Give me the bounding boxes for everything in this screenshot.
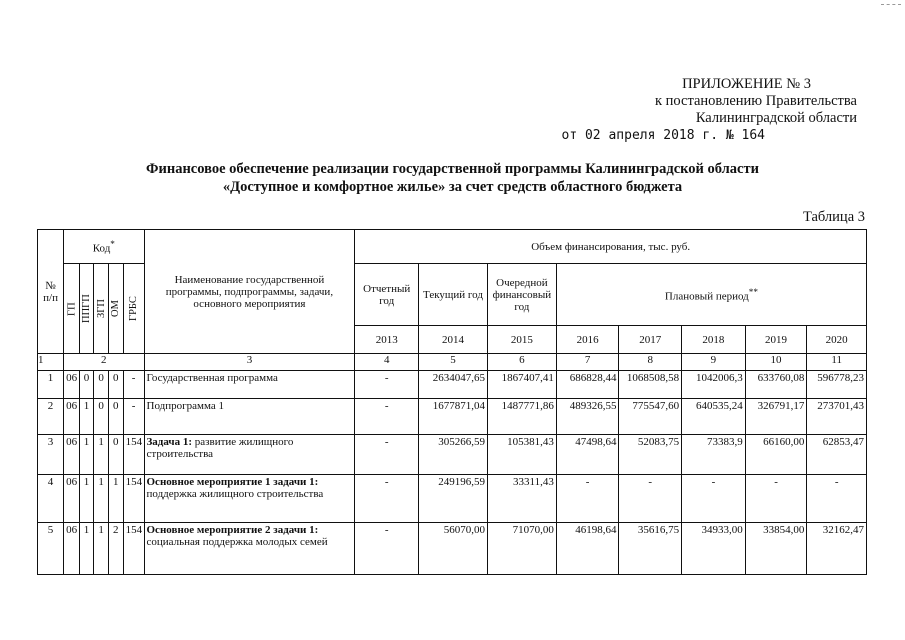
appendix-line-3: Калининградской области (695, 110, 857, 126)
cell-zgp: 0 (94, 399, 109, 435)
cell-om: 0 (108, 371, 123, 399)
cell-gp: 06 (64, 399, 80, 435)
cell-value-2018: - (682, 475, 746, 523)
colnum-3: 3 (144, 354, 355, 371)
cell-gp: 06 (64, 523, 80, 575)
cell-value-2020: 273701,43 (807, 399, 867, 435)
cell-om: 2 (108, 523, 123, 575)
cell-value-2018: 640535,24 (682, 399, 746, 435)
colnum-1: 1 (38, 354, 64, 371)
appendix-title: ПРИЛОЖЕНИЕ № 3 (682, 76, 811, 92)
cell-value-2013: - (355, 399, 419, 435)
cell-value-2019: 66160,00 (745, 435, 807, 475)
cell-name-text: Государственная программа (146, 372, 278, 384)
cell-name (144, 523, 355, 575)
header-report-year: Отчетный год (355, 264, 419, 326)
cell-value-2014: 305266,59 (419, 435, 488, 475)
cell-value-2016: 489326,55 (556, 399, 619, 435)
table-row (38, 435, 867, 475)
table-row (38, 399, 867, 435)
cell-ppgp: 1 (79, 435, 94, 475)
cell-no: 5 (38, 523, 64, 575)
cell-value-2015: 33311,43 (487, 475, 556, 523)
table-body (38, 371, 867, 575)
colnum-10: 10 (745, 354, 807, 371)
cell-gp: 06 (64, 475, 80, 523)
title-line-2: «Доступное и комфортное жилье» за счет средств областного бюджета (222, 179, 683, 195)
cell-value-2014: 56070,00 (419, 523, 488, 575)
cell-no: 1 (38, 371, 64, 399)
cell-no: 2 (38, 399, 64, 435)
header-code-sup: * (110, 238, 115, 249)
cell-om: 0 (108, 399, 123, 435)
appendix-block (562, 76, 858, 144)
cell-value-2019: 33854,00 (745, 523, 807, 575)
cell-value-2017: - (619, 475, 682, 523)
header-plan-sup: ** (748, 286, 758, 297)
cell-ppgp: 1 (79, 475, 94, 523)
table-row (38, 371, 867, 399)
cell-name (144, 399, 355, 435)
cell-name-text: поддержка жилищного строительства (146, 488, 324, 500)
header-funding: Объем финансирования, тыс. руб. (355, 230, 867, 264)
header-no: № п/п (38, 230, 64, 354)
cell-zgp: 1 (94, 435, 109, 475)
cell-value-2017: 775547,60 (619, 399, 682, 435)
cell-value-2013: - (355, 435, 419, 475)
year-2020: 2020 (807, 326, 867, 354)
cell-value-2017: 1068508,58 (619, 371, 682, 399)
year-2014: 2014 (419, 326, 488, 354)
scan-mark (881, 4, 901, 5)
colnum-8: 8 (619, 354, 682, 371)
colnum-7: 7 (556, 354, 619, 371)
cell-value-2014: 1677871,04 (419, 399, 488, 435)
cell-value-2020: 62853,47 (807, 435, 867, 475)
colnum-4: 4 (355, 354, 419, 371)
cell-name-prefix: Основное мероприятие 2 задачи 1: (146, 524, 319, 536)
cell-value-2017: 35616,75 (619, 523, 682, 575)
cell-name (144, 475, 355, 523)
cell-name (144, 371, 355, 399)
appendix-date: от 02 апреля 2018 г. № 164 (561, 128, 765, 143)
year-2016: 2016 (556, 326, 619, 354)
header-plan-period (556, 264, 866, 326)
cell-value-2020: 596778,23 (807, 371, 867, 399)
colnum-9: 9 (682, 354, 746, 371)
cell-name-text: социальная поддержка молодых семей (146, 536, 328, 548)
cell-gp: 06 (64, 371, 80, 399)
colnum-5: 5 (419, 354, 488, 371)
cell-grbs: 154 (123, 435, 144, 475)
header-name: Наименование государственной программы, подпрограммы, задачи, основного мероприятия (144, 230, 355, 354)
cell-value-2015: 1487771,86 (487, 399, 556, 435)
cell-name-text: Подпрограмма 1 (146, 400, 224, 412)
cell-grbs: 154 (123, 475, 144, 523)
cell-value-2016: - (556, 475, 619, 523)
header-next-year: Очередной финансовый год (487, 264, 556, 326)
title-line-1: Финансовое обеспечение реализации государственной программы Калининградской области (146, 161, 759, 177)
cell-name-prefix: Основное мероприятие 1 задачи 1: (146, 476, 319, 488)
cell-grbs: - (123, 399, 144, 435)
header-code-om: ОМ (108, 264, 123, 354)
cell-name (144, 435, 355, 475)
table-row (38, 475, 867, 523)
header-code (64, 230, 144, 264)
cell-zgp: 1 (94, 523, 109, 575)
header-code-text: Код (92, 242, 111, 255)
cell-value-2018: 34933,00 (682, 523, 746, 575)
cell-value-2016: 686828,44 (556, 371, 619, 399)
cell-zgp: 1 (94, 475, 109, 523)
header-code-ppgp: ППГП (79, 264, 94, 354)
cell-value-2015: 1867407,41 (487, 371, 556, 399)
cell-value-2016: 47498,64 (556, 435, 619, 475)
cell-ppgp: 1 (79, 523, 94, 575)
cell-value-2020: 32162,47 (807, 523, 867, 575)
document-title (0, 160, 905, 196)
cell-grbs: 154 (123, 523, 144, 575)
cell-value-2020: - (807, 475, 867, 523)
year-2015: 2015 (487, 326, 556, 354)
header-code-zgp: ЗГП (94, 264, 109, 354)
cell-no: 3 (38, 435, 64, 475)
cell-gp: 06 (64, 435, 80, 475)
cell-value-2017: 52083,75 (619, 435, 682, 475)
cell-value-2019: 326791,17 (745, 399, 807, 435)
cell-zgp: 0 (94, 371, 109, 399)
header-plan-text: Плановый период (664, 290, 749, 303)
header-current-year: Текущий год (419, 264, 488, 326)
cell-grbs: - (123, 371, 144, 399)
cell-value-2019: 633760,08 (745, 371, 807, 399)
financing-table (37, 229, 867, 575)
cell-name-prefix: Задача 1: (146, 436, 193, 448)
table-label: Таблица 3 (802, 209, 865, 225)
cell-ppgp: 1 (79, 399, 94, 435)
colnum-2: 2 (64, 354, 144, 371)
cell-name-text: развитие жилищного строительства (146, 436, 294, 460)
header-code-grbs: ГРБС (123, 264, 144, 354)
cell-ppgp: 0 (79, 371, 94, 399)
cell-om: 1 (108, 475, 123, 523)
cell-no: 4 (38, 475, 64, 523)
cell-value-2019: - (745, 475, 807, 523)
year-2019: 2019 (745, 326, 807, 354)
colnum-11: 11 (807, 354, 867, 371)
year-2013: 2013 (355, 326, 419, 354)
appendix-line-2: к постановлению Правительства (655, 93, 857, 109)
cell-om: 0 (108, 435, 123, 475)
year-2018: 2018 (682, 326, 746, 354)
cell-value-2013: - (355, 371, 419, 399)
cell-value-2014: 249196,59 (419, 475, 488, 523)
cell-value-2018: 1042006,3 (682, 371, 746, 399)
header-code-gp: ГП (64, 264, 80, 354)
cell-value-2014: 2634047,65 (419, 371, 488, 399)
cell-value-2016: 46198,64 (556, 523, 619, 575)
colnum-6: 6 (487, 354, 556, 371)
cell-value-2013: - (355, 475, 419, 523)
table-row (38, 523, 867, 575)
cell-value-2015: 71070,00 (487, 523, 556, 575)
cell-value-2018: 73383,9 (682, 435, 746, 475)
cell-value-2015: 105381,43 (487, 435, 556, 475)
cell-value-2013: - (355, 523, 419, 575)
year-2017: 2017 (619, 326, 682, 354)
